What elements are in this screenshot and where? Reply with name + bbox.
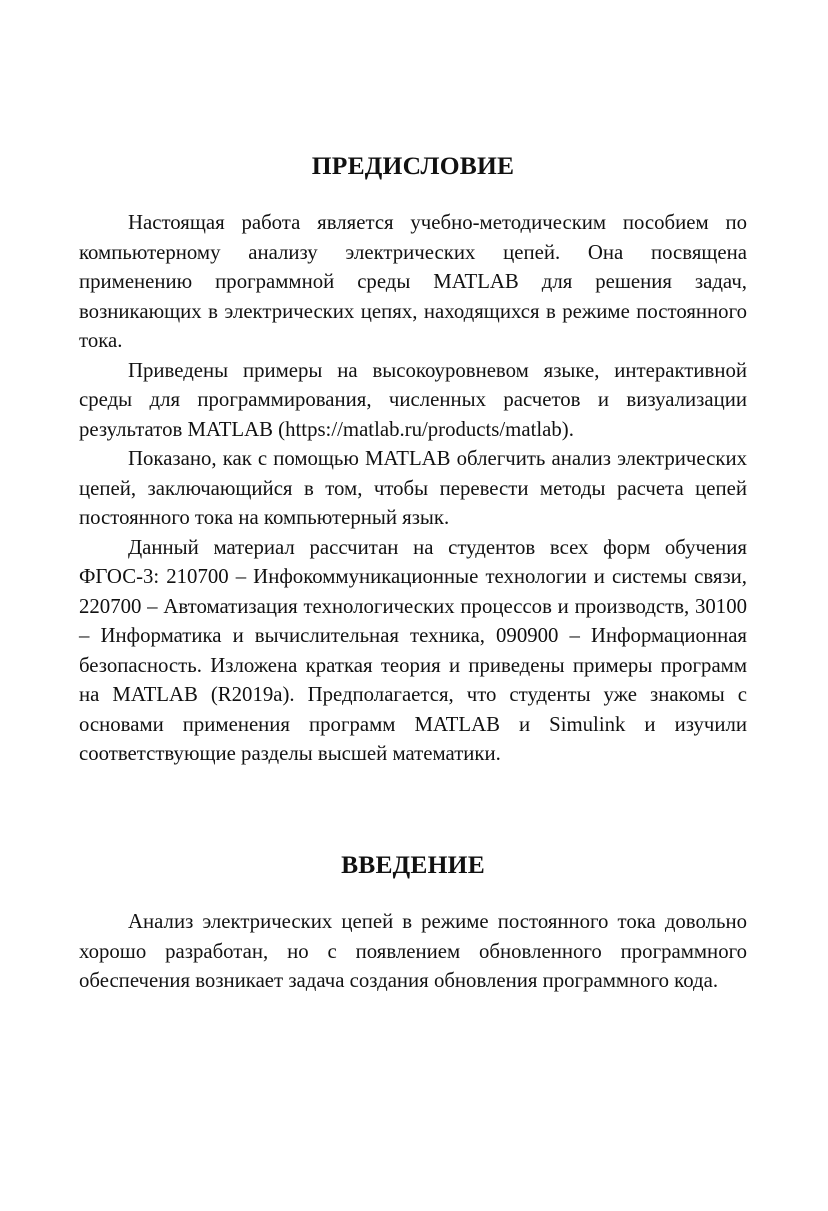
preface-section (79, 208, 747, 769)
preface-paragraph-1: Настоящая работа является учебно-методическим пособием по компьютерному анализу электрических цепей. Она посвящена применению программной среды MATLAB для решения задач, возникающих в электрических цепях, находящихся в режиме постоянного тока. (79, 211, 747, 352)
preface-paragraph-2: Приведены примеры на высокоуровневом языке, интерактивной среды для программирования, численных расчетов и визуализации результатов MATLAB (https://matlab.ru/products/matlab). (79, 358, 747, 441)
preface-paragraph-3: Показано, как с помощью MATLAB облегчить анализ электрических цепей, заключающийся в том, чтобы перевести методы расчета цепей постоянного тока на компьютерный язык. (79, 447, 747, 529)
introduction-paragraph-1: Анализ электрических цепей в режиме постоянного тока довольно хорошо разработан, но с появлением обновленного программного обеспечения возникает задача создания обновления программного кода. (79, 910, 747, 992)
preface-heading: ПРЕДИСЛОВИЕ (311, 151, 515, 180)
introduction-heading: ВВЕДЕНИЕ (341, 850, 485, 879)
preface-paragraph-4: Данный материал рассчитан на студентов всех форм обучения ФГОС-3: 210700 – Инфокоммуникационные технологии и системы связи, 220700 – Автоматизация технологических процессов и производств, 30100 – Информатика и вычислительная техника, 090900 – Информационная безопасность. Изложена краткая теория и приведены примеры программ на MATLAB (R2019a). Предполагается, что студенты уже знакомы с основами применения программ MATLAB и Simulink и изучили соответствующие разделы высшей математики. (79, 535, 747, 765)
introduction-section (79, 907, 747, 996)
